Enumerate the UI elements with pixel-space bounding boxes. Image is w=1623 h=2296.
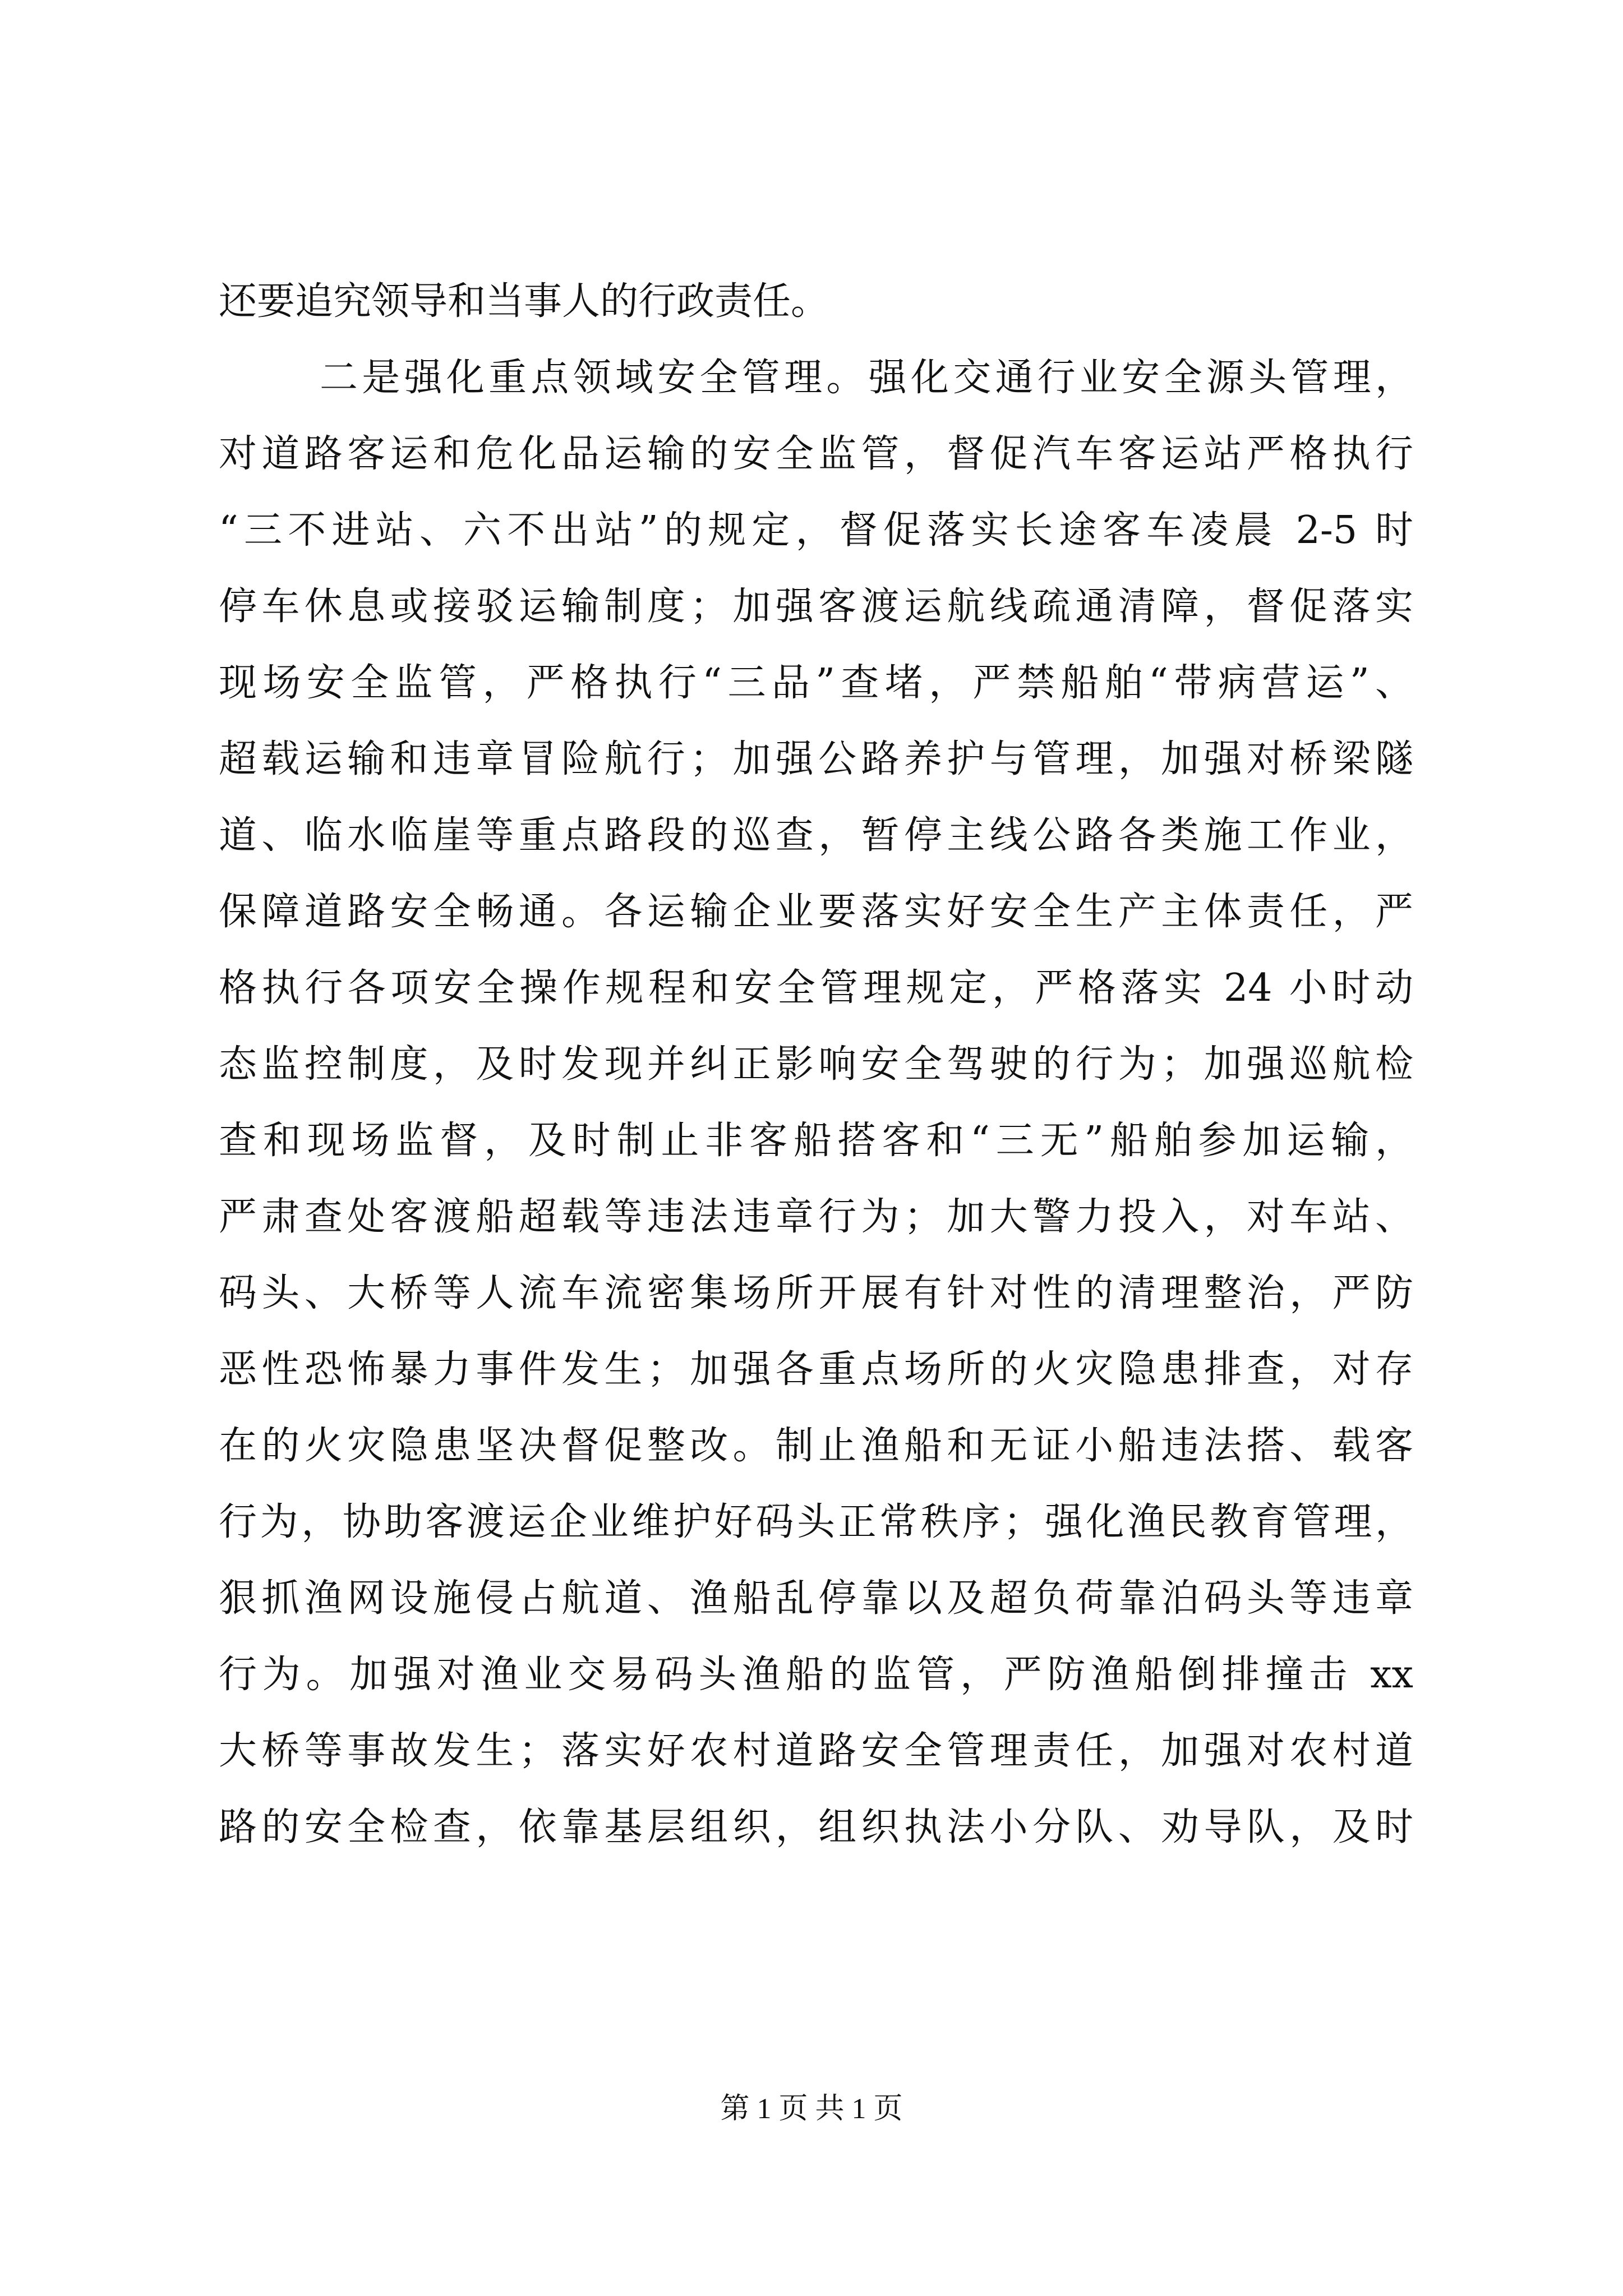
text-line: 严肃查处客渡船超载等违法违章行为；加大警力投入，对车站、 <box>219 1195 1413 1239</box>
text-line: 码头、大桥等人流车流密集场所开展有针对性的清理整治，严防 <box>219 1271 1413 1315</box>
text-line: 在的火灾隐患坚决督促整改。制止渔船和无证小船违法搭、载客 <box>219 1424 1413 1468</box>
text-line: 保障道路安全畅通。各运输企业要落实好安全生产主体责任，严 <box>219 890 1413 934</box>
text-line: 道、临水临崖等重点路段的巡查，暂停主线公路各类施工作业， <box>219 813 1413 858</box>
page-number: 第 1 页 共 1 页 <box>720 2093 903 2125</box>
text-line: 停车休息或接驳运输制度；加强客渡运航线疏通清障，督促落实 <box>219 585 1413 629</box>
text-line: 大桥等事故发生；落实好农村道路安全管理责任，加强对农村道 <box>219 1729 1413 1773</box>
text-line: 狠抓渔网设施侵占航道、渔船乱停靠以及超负荷靠泊码头等违章 <box>219 1576 1413 1621</box>
text-line: 对道路客运和危化品运输的安全监管，督促汽车客运站严格执行 <box>219 432 1413 476</box>
text-line: 二是强化重点领域安全管理。强化交通行业安全源头管理， <box>320 356 1413 400</box>
text-line: 超载运输和违章冒险航行；加强公路养护与管理，加强对桥梁隧 <box>219 737 1413 781</box>
text-line: 路的安全检查，依靠基层组织，组织执法小分队、劝导队，及时 <box>219 1805 1413 1849</box>
text-line: 恶性恐怖暴力事件发生；加强各重点场所的火灾隐患排查，对存 <box>219 1347 1413 1392</box>
text-line: 行为，协助客渡运企业维护好码头正常秩序；强化渔民教育管理， <box>219 1500 1413 1544</box>
text-line: “三不进站、六不出站”的规定，督促落实长途客车凌晨 2-5 时 <box>219 508 1413 553</box>
text-line: 还要追究领导和当事人的行政责任。 <box>219 279 829 324</box>
text-line: 现场安全监管，严格执行“三品”查堵，严禁船舶“带病营运”、 <box>219 661 1413 705</box>
page-footer <box>0 2090 1623 2129</box>
text-line: 态监控制度，及时发现并纠正影响安全驾驶的行为；加强巡航检 <box>219 1042 1413 1087</box>
body-text <box>219 264 1413 1866</box>
text-line: 行为。加强对渔业交易码头渔船的监管，严防渔船倒排撞击 xx <box>219 1653 1413 1697</box>
text-line: 查和现场监督，及时制止非客船搭客和“三无”船舶参加运输， <box>219 1119 1413 1163</box>
text-line: 格执行各项安全操作规程和安全管理规定，严格落实 24 小时动 <box>219 966 1413 1010</box>
